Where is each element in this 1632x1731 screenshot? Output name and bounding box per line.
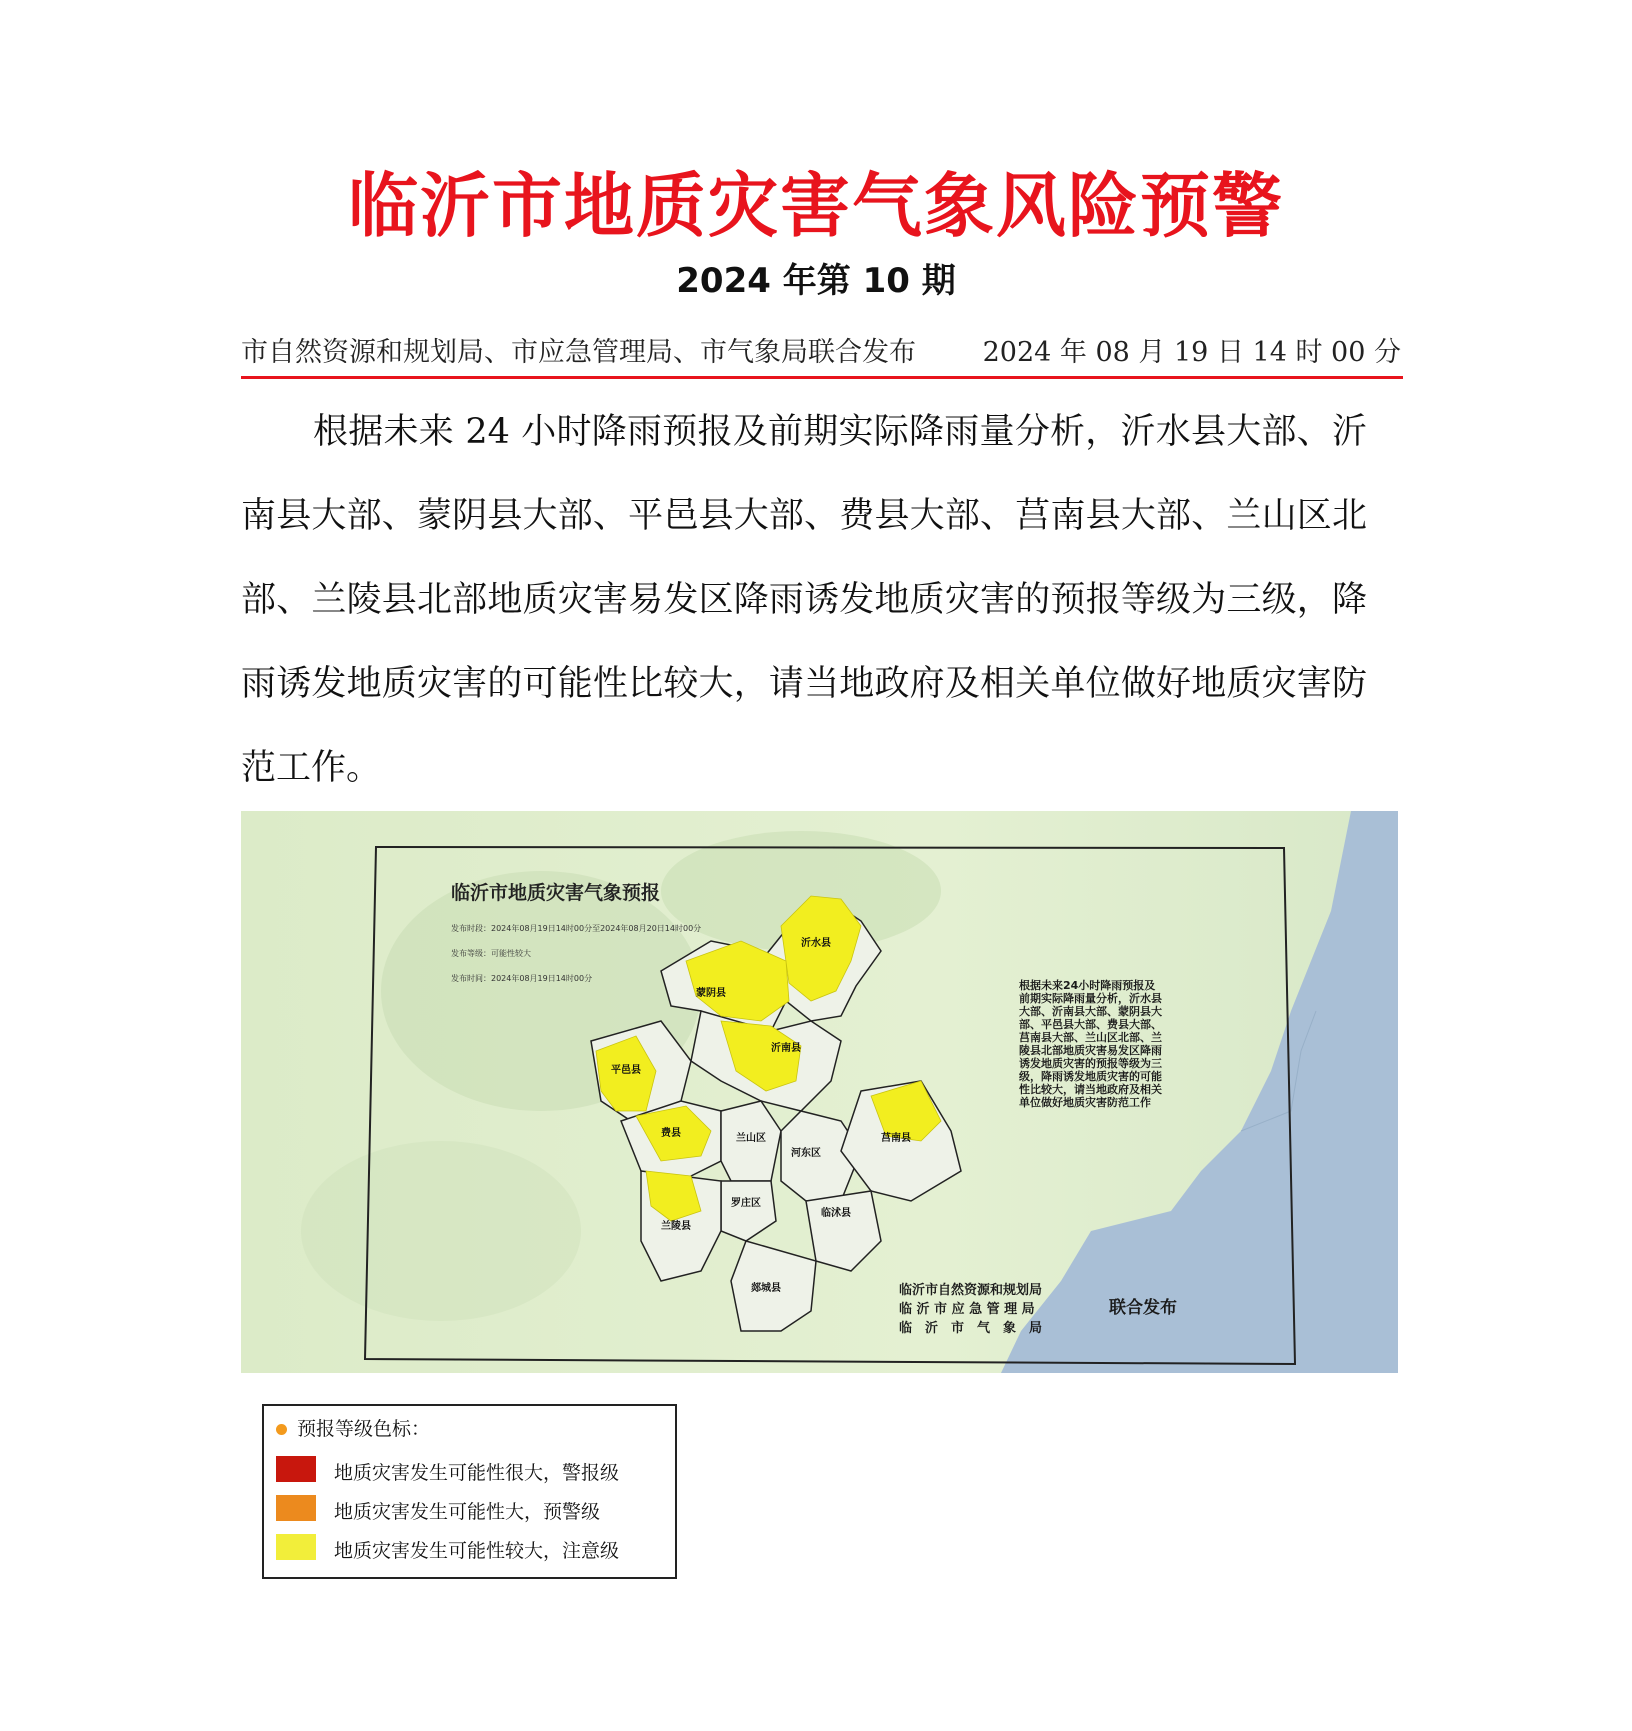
county-label: 平邑县 xyxy=(611,1065,641,1076)
publication-row xyxy=(241,326,1401,366)
forecast-map xyxy=(241,811,1398,1373)
map-side-text: 根据未来24小时降雨预报及 xyxy=(1019,979,1156,992)
county-label: 蒙阴县 xyxy=(696,988,726,999)
county-label: 沂水县 xyxy=(801,938,831,949)
county-label: 兰陵县 xyxy=(661,1221,691,1232)
terrain-shade xyxy=(301,1141,581,1321)
map-agency: 临 沂 市 应 急 管 理 局 xyxy=(899,1302,1035,1317)
header-divider xyxy=(241,376,1403,379)
map-title: 临沂市地质灾害气象预报 xyxy=(451,882,661,904)
map-side-text: 大部、沂南县大部、蒙阴县大 xyxy=(1019,1005,1162,1018)
county-label: 莒南县 xyxy=(881,1133,911,1144)
map-joint-release: 联合发布 xyxy=(1109,1298,1177,1318)
map-info-level: 发布等级：可能性较大 xyxy=(451,949,531,958)
page-title: 临沂市地质灾害气象风险预警 xyxy=(348,165,1284,247)
map-side-text: 级，降雨诱发地质灾害的可能 xyxy=(1019,1070,1162,1083)
map-side-text: 性比较大，请当地政府及相关 xyxy=(1019,1083,1162,1096)
yellow-swatch xyxy=(276,1534,316,1560)
map-agency: 临 沂 市 气 象 局 xyxy=(899,1321,1043,1336)
map-info-time: 发布时间：2024年08月19日14时00分 xyxy=(451,974,593,983)
county-label: 兰山区 xyxy=(736,1133,766,1144)
county-label: 河东区 xyxy=(791,1148,821,1159)
bullet-icon xyxy=(276,1424,287,1435)
county-label: 临沭县 xyxy=(821,1208,851,1219)
legend-label: 地质灾害发生可能性很大，警报级 xyxy=(334,1462,620,1484)
map-side-text: 前期实际降雨量分析，沂水县 xyxy=(1019,992,1162,1005)
legend-title: 预报等级色标： xyxy=(276,1414,430,1441)
publish-date: 2024 年 08 月 19 日 14 时 00 分 xyxy=(982,337,1401,368)
map-agency: 临沂市自然资源和规划局 xyxy=(899,1283,1043,1298)
map-side-text: 莒南县大部、兰山区北部、兰 xyxy=(1019,1031,1162,1044)
county-label: 罗庄区 xyxy=(731,1198,761,1209)
legend-label: 地质灾害发生可能性大，预警级 xyxy=(334,1501,601,1523)
legend-label: 地质灾害发生可能性较大，注意级 xyxy=(334,1540,620,1562)
issue-number: 2024 年第 10 期 xyxy=(676,261,956,301)
red-swatch xyxy=(276,1456,316,1482)
county-label: 沂南县 xyxy=(771,1043,801,1054)
warning-paragraph: 根据未来 24 小时降雨预报及前期实际降雨量分析，沂水县大部、沂南县大部、蒙阴县大部、平邑县大部、费县大部、莒南县大部、兰山区北部、兰陵县北部地质灾害易发区降雨诱发地质灾害的预报等级为三级，降雨诱发地质灾害的可能性比较大，请当地政府及相关单位做好地质灾害防范工作。 xyxy=(241,412,1367,788)
issuer-text: 市自然资源和规划局、市应急管理局、市气象局联合发布 xyxy=(241,337,916,368)
map-info-period: 发布时段：2024年08月19日14时00分至2024年08月20日14时00分 xyxy=(451,924,702,933)
county-label: 郯城县 xyxy=(751,1283,781,1294)
map-side-text: 单位做好地质灾害防范工作 xyxy=(1019,1096,1151,1109)
color-legend xyxy=(262,1404,677,1579)
orange-swatch xyxy=(276,1495,316,1521)
map-side-text: 诱发地质灾害的预报等级为三 xyxy=(1019,1057,1162,1070)
map-side-text: 部、平邑县大部、费县大部、 xyxy=(1019,1018,1162,1031)
county-label: 费县 xyxy=(661,1128,681,1139)
map-side-text: 陵县北部地质灾害易发区降雨 xyxy=(1019,1044,1162,1057)
